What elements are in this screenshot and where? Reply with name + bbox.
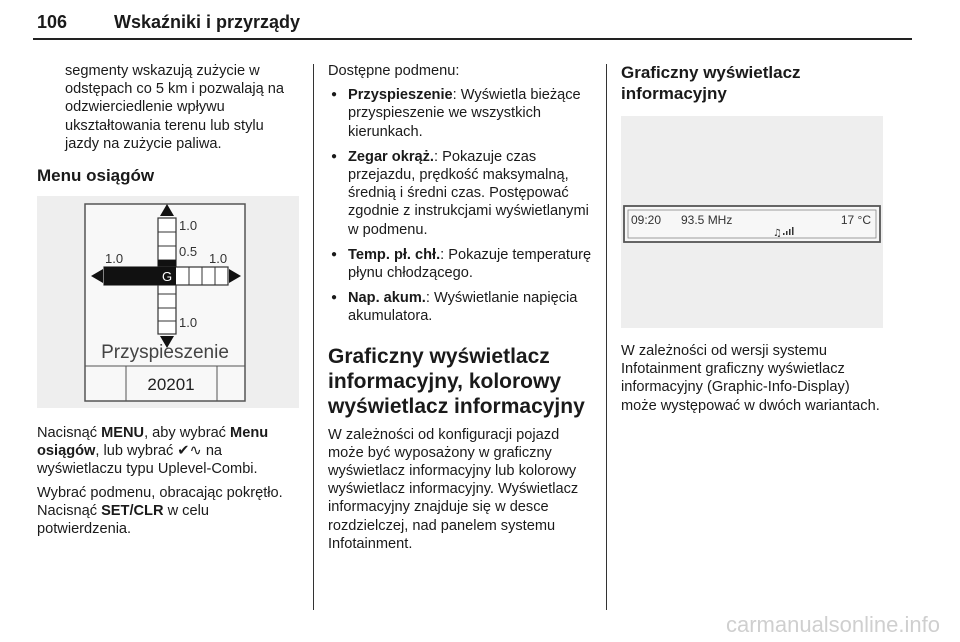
display-time: 09:20 [631,213,662,227]
acceleration-figure [37,196,299,408]
list-item [328,289,596,325]
acceleration-diagram [37,196,299,408]
item-desc: : Pokazuje temperaturę płynu chłodzącego. [348,246,592,282]
display-temperature: 17 °C [840,213,871,227]
text-run: w celu potwierdzenia. [37,502,209,538]
item-desc: : Wyświetla bieżące przyspieszenie we wszystkich kierunkach. [348,87,581,140]
column-3 [621,62,883,415]
label-h-right: 1.0 [209,251,228,267]
figure-caption: Przyspieszenie [101,342,229,364]
list-item [328,86,596,141]
display-frequency: 93.5 MHz [681,213,733,227]
paragraph-fuel: segmenty wskazują zużycie w odstępach co 5 km i pozwalają na odzwierciedlenie wpływu ukształtowania terenu lub stylu jazdy na zużycie paliwa. [65,63,285,152]
section-heading-graphic-display: Graficzny wyświetlacz informacyjny [621,63,801,103]
item-term: Przyspieszenie [348,87,453,104]
header-rule [33,38,912,40]
label-h-left: 1.0 [105,251,124,267]
paragraph-graphic-display: W zależności od wersji systemu Infotainment graficzny wyświetlacz informacyjny (Graphic-Info-Display) może występować w dwóch wariantach. [621,343,880,414]
item-term: Zegar okrąż. [348,148,434,165]
text-run: , lub wybrać ✔∿ na wyświetlaczu typu Uplevel-Combi. [37,443,258,478]
page-number: 106 [37,12,68,32]
text-run: , aby wybrać [144,425,231,442]
section-heading-performance-menu: Menu osiągów [37,166,155,186]
paragraph-menu-instructions [37,424,299,479]
page-header [37,12,300,33]
paragraph-submenu-instructions [37,484,299,539]
item-term: Temp. pł. chł. [348,246,441,263]
column-divider-2 [606,64,607,610]
graphic-display-diagram [621,116,883,328]
text-run: Wybrać podmenu, obracając pokrętło. Nacisnąć [37,484,283,519]
item-desc: : Wyświetlanie napięcia akumulatora. [348,290,578,325]
svg-text:♫: ♫ [773,228,782,239]
paragraph-info-display: W zależności od konfiguracji pojazd może być wyposażony w graficzny wyświetlacz informacyjny lub kolorowy wyświetlacz informacyjny. Wyświetlacz informacyjny znajduje się w desce rozdzielczej, nad panelem systemu Infotainment. [328,426,579,552]
list-item [328,246,596,282]
keyword-menu: MENU [101,425,145,442]
submenu-list [328,86,596,325]
label-center-g: G [162,269,173,285]
text-run: Nacisnąć [37,425,102,442]
watermark: carmanualsonline.info [725,612,940,637]
graphic-display-figure [621,116,883,328]
column-1 [37,62,299,538]
section-heading-info-display: Graficzny wyświetlacz informacyjny, kolorowy wyświetlacz informacyjny [328,344,585,418]
item-desc: : Pokazuje czas przejazdu, prędkość maksymalną, średnią i średni czas. Postępować zgodnie z instrukcjami wyświetlanymi w podmenu. [348,148,589,238]
list-item [328,148,596,239]
item-term: Nap. akum. [348,290,426,307]
figure-code: 20201 [147,375,195,395]
column-2 [328,62,596,553]
page-title: Wskaźniki i przyrządy [114,12,301,32]
submenu-intro: Dostępne podmenu: [328,63,460,79]
keyword-set-clr: SET/CLR [101,502,164,519]
label-v-top: 1.0 [179,218,198,234]
label-v-mid: 0.5 [179,244,198,260]
keyword-performance-menu: Menu osiągów [37,425,269,460]
label-v-bottom: 1.0 [179,315,198,331]
column-divider-1 [313,64,314,610]
